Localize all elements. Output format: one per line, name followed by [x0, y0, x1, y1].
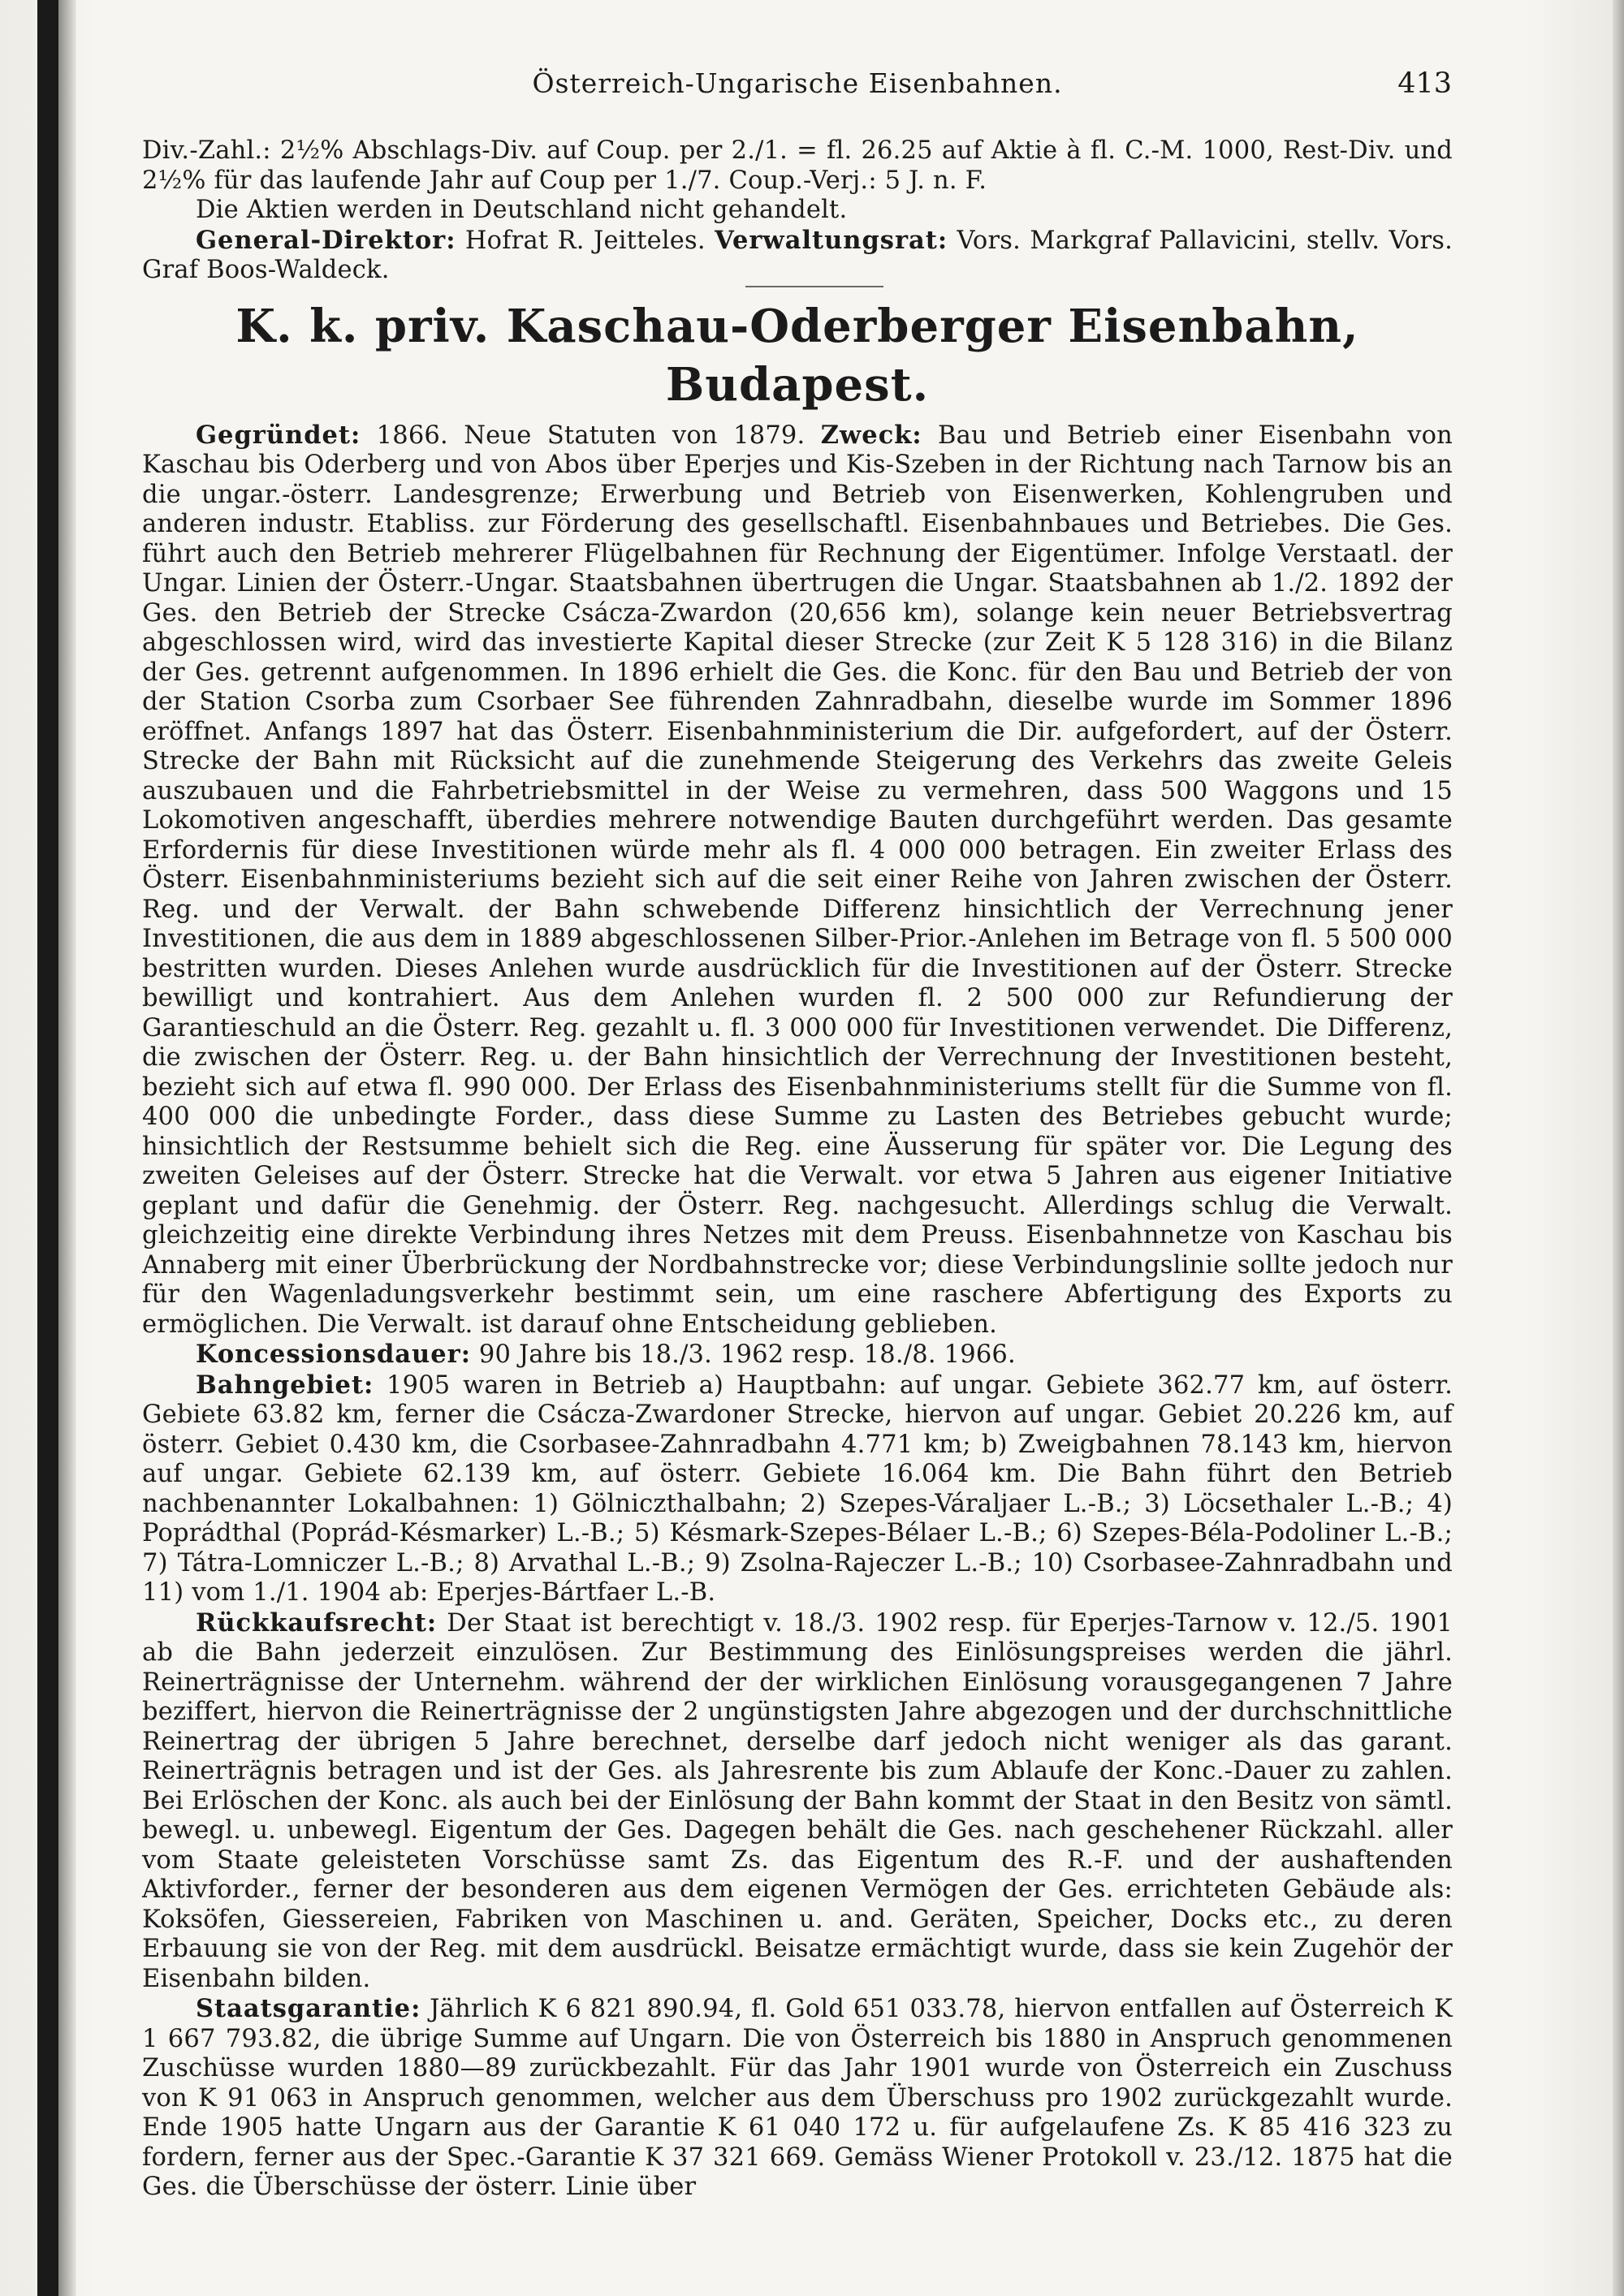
network-paragraph — [142, 1370, 1453, 1608]
company-title: K. k. priv. Kaschau-Oderberger Eisenbahn, Budapest. — [235, 299, 1359, 412]
purpose-label: Zweck: — [820, 420, 922, 450]
prev-dividend-paragraph: Div.-Zahl.: 2½% Abschlags-Div. auf Coup. per 2./1. = fl. 26.25 auf Aktie à fl. C.-M. 1000, Rest-Div. und 2½% für das laufende Jahr auf Coup per 1./7. Coup.-Verj.: 5 J. n. F. — [142, 136, 1453, 195]
purpose-text: Bau und Betrieb einer Eisenbahn von Kaschau bis Oderberg und von Abos über Eperjes und Kis-Szeben in der Richtung nach Tarnow bis an die ungar.-österr. Landesgrenze; Erwerbung und Betrieb von Eisenwerken, Kohlengruben und anderen industr. Etabliss. zur Förderung des gesellschaftl. Eisenbahnbaues und Betriebes. Die Ges. führt auch den Betrieb mehrerer Flügelbahnen für Rechnung der Eigentümer. Infolge Verstaatl. der Ungar. Linien der Österr.-Ungar. Staatsbahnen übertrugen die Ungar. Staatsbahnen ab 1./2. 1892 der Ges. den Betrieb der Strecke Csácza-Zwardon (20,656 km), solange kein neuer Betriebsvertrag abgeschlossen wird, wird das investierte Kapital dieser Strecke (zur Zeit K 5 128 316) in die Bilanz der Ges. getrennt aufgenommen. In 1896 erhielt die Ges. die Konc. für den Bau und Betrieb der von der Station Csorba zum Csorbaer See führenden Zahnradbahn, dieselbe wurde im Sommer 1896 eröffnet. Anfangs 1897 hat das Österr. Eisenbahnministerium die Dir. aufgefordert, auf der Österr. Strecke der Bahn mit Rücksicht auf die zunehmende Steigerung des Verkehrs das zweite Geleis auszubauen und die Fahrbetriebsmittel in der Weise zu vermehren, dass 500 Waggons und 15 Lokomotiven angeschafft, überdies mehrere notwendige Bauten durchgeführt werden. Das gesamte Erfordernis für diese Investitionen würde mehr als fl. 4 000 000 betragen. Ein zweiter Erlass des Österr. Eisenbahnministeriums bezieht sich auf die seit einer Reihe von Jahren zwischen der Österr. Reg. und der Verwalt. der Bahn schwebende Differenz hinsichtlich der Verrechnung jener Investitionen, die aus dem in 1889 abgeschlossenen Silber-Prior.-Anlehen im Betrage von fl. 5 500 000 bestritten wurden. Dieses Anlehen wurde ausdrücklich für die Investitionen auf der Österr. Strecke bewilligt und kontrahiert. Aus dem Anlehen wurden fl. 2 500 000 zur Refundierung der Garantieschuld an die Österr. Reg. gezahlt u. fl. 3 000 000 für Investitionen verwendet. Die Differenz, die zwischen der Österr. Reg. u. der Bahn hinsichtlich der Verrechnung der Investitionen besteht, bezieht sich auf etwa fl. 990 000. Der Erlass des Eisenbahnministeriums stellt für die Summe von fl. 400 000 die unbedingte Forder., dass diese Summe zu Lasten des Betriebes gebucht wurde; hinsichtlich der Restsumme behielt sich die Reg. eine Äusserung für später vor. Die Legung des zweiten Geleises auf der Österr. Strecke hat die Verwalt. vor etwa 5 Jahren aus eigener Initiative geplant und dafür die Genehmig. der Österr. Reg. nachgesucht. Allerdings schlug die Verwalt. gleichzeitig eine direkte Verbindung ihres Netzes mit dem Preuss. Eisenbahnnetze von Kaschau bis Annaberg mit einer Überbrückung der Nordbahnstrecke vor; diese Verbindungslinie sollte jedoch nur für den Wagenladungsverkehr bestimmt sein, um eine raschere Abfertigung des Exports zu ermöglichen. Die Verwalt. ist darauf ohne Entscheidung geblieben. — [142, 421, 1453, 1339]
guarantee-label: Staatsgarantie: — [196, 1994, 421, 2023]
board-text: Vors. Markgraf Pallavicini, stellv. Vors. Graf Boos-Waldeck. — [142, 226, 1453, 284]
running-header — [143, 63, 1452, 104]
book-binding-edge — [37, 0, 58, 2296]
concession-text: 90 Jahre bis 18./3. 1962 resp. 18./8. 1966. — [470, 1340, 1016, 1369]
buyback-label: Rückkaufsrecht: — [196, 1608, 438, 1638]
guarantee-text: Jährlich K 6 821 890.94, fl. Gold 651 033.78, hiervon entfallen auf Österreich K 1 667 793.82, die übrige Summe auf Ungarn. Die von Österreich bis 1880 in Anspruch genommenen Zuschüsse wurden 1880—89 zurückbezahlt. Für das Jahr 1901 wurde von Österreich ein Zuschuss von K 91 063 in Anspruch genommen, welcher aus dem Überschuss pro 1902 zurückgezahlt wurde. Ende 1905 hatte Ungarn aus der Garantie K 61 040 172 u. für aufgelaufene Zs. K 85 416 323 zu fordern, ferner aus der Spec.-Garantie K 37 321 669. Gemäss Wiener Protokoll v. 23./12. 1875 hat die Ges. die Überschüsse der österr. Linie über — [142, 1995, 1453, 2201]
page-body — [142, 136, 1453, 2203]
founded-text: 1866. Neue Statuten von 1879. — [361, 421, 821, 450]
general-director-text: Hofrat R. Jeitteles. — [456, 226, 715, 255]
prev-management-paragraph — [142, 226, 1453, 286]
header-title: Österreich-Ungarische Eisenbahnen. — [532, 67, 1063, 99]
page-edge — [1613, 0, 1624, 2296]
founded-label: Gegründet: — [196, 420, 361, 450]
network-text: 1905 waren in Betrieb a) Hauptbahn: auf ungar. Gebiete 362.77 km, auf österr. Gebiete 63.82 km, ferner die Csácza-Zwardoner Strecke, hiervon auf ungar. Gebiet 20.226 km, auf österr. Gebiet 0.430 km, die Csorbasee-Zahnradbahn 4.771 km; b) Zweigbahnen 78.143 km, hiervon auf ungar. Gebiete 62.139 km, auf österr. Gebiete 16.064 km. Die Bahn führt den Betrieb nachbenannter Lokalbahnen: 1) Gölniczthalbahn; 2) Szepes-Váraljaer L.-B.; 3) Löcsethaler L.-B.; 4) Poprádthal (Poprád-Késmarker) L.-B.; 5) Késmark-Szepes-Bélaer L.-B.; 6) Szepes-Béla-Podoliner L.-B.; 7) Tátra-Lomniczer L.-B.; 8) Arvathal L.-B.; 9) Zsolna-Rajeczer L.-B.; 10) Csorbasee-Zahnradbahn und 11) vom 1./1. 1904 ab: Eperjes-Bártfaer L.-B. — [142, 1370, 1453, 1607]
general-director-label: General-Direktor: — [196, 225, 456, 255]
buyback-text: Der Staat ist berechtigt v. 18./3. 1902 resp. für Eperjes-Tarnow v. 12./5. 1901 ab die Bahn jederzeit einzulösen. Zur Bestimmung des Einlösungspreises werden die jährl. Reinerträgnisse der Unternehm. während der der wirklichen Einlösung vorausgegangenen 7 Jahre beziffert, hiervon die Reinerträgnisse der 2 ungünstigsten Jahre abgezogen und der durchschnittliche Reinertrag der übrigen 5 Jahre berechnet, derselbe darf jedoch nicht weniger als das garant. Reinerträgnis betragen und ist der Ges. als Jahresrente bis zum Ablaufe der Konc.-Dauer zu zahlen. Bei Erlöschen der Konc. als auch bei der Einlösung der Bahn kommt der Staat in den Besitz von sämtl. bewegl. u. unbewegl. Eigentum der Ges. Dagegen behält die Ges. nach geschehener Rückzahl. aller vom Staate geleisteten Vorschüsse samt Zs. das Eigentum des R.-F. und der aushaftenden Aktivforder., ferner der besonderen aus dem eigenen Vermögen der Ges. errichteten Gebäude als: Koksöfen, Giessereien, Fabriken von Maschinen u. and. Geräten, Speicher, Docks etc., zu deren Erbauung sie von der Reg. mit dem ausdrückl. Beisatze ermächtigt wurde, dass sie kein Zugehör der Eisenbahn bilden. — [142, 1608, 1453, 1993]
buyback-paragraph — [142, 1608, 1453, 1995]
page-number: 413 — [1397, 67, 1452, 100]
prev-shares-note: Die Aktien werden in Deutschland nicht gehandelt. — [196, 196, 848, 224]
concession-label: Koncessionsdauer: — [196, 1340, 471, 1369]
network-label: Bahngebiet: — [196, 1370, 374, 1400]
concession-paragraph — [142, 1340, 1453, 1370]
guarantee-paragraph — [142, 1994, 1453, 2203]
founding-purpose-paragraph — [142, 421, 1453, 1340]
binding-shadow — [58, 0, 76, 2296]
board-label: Verwaltungsrat: — [715, 225, 948, 255]
